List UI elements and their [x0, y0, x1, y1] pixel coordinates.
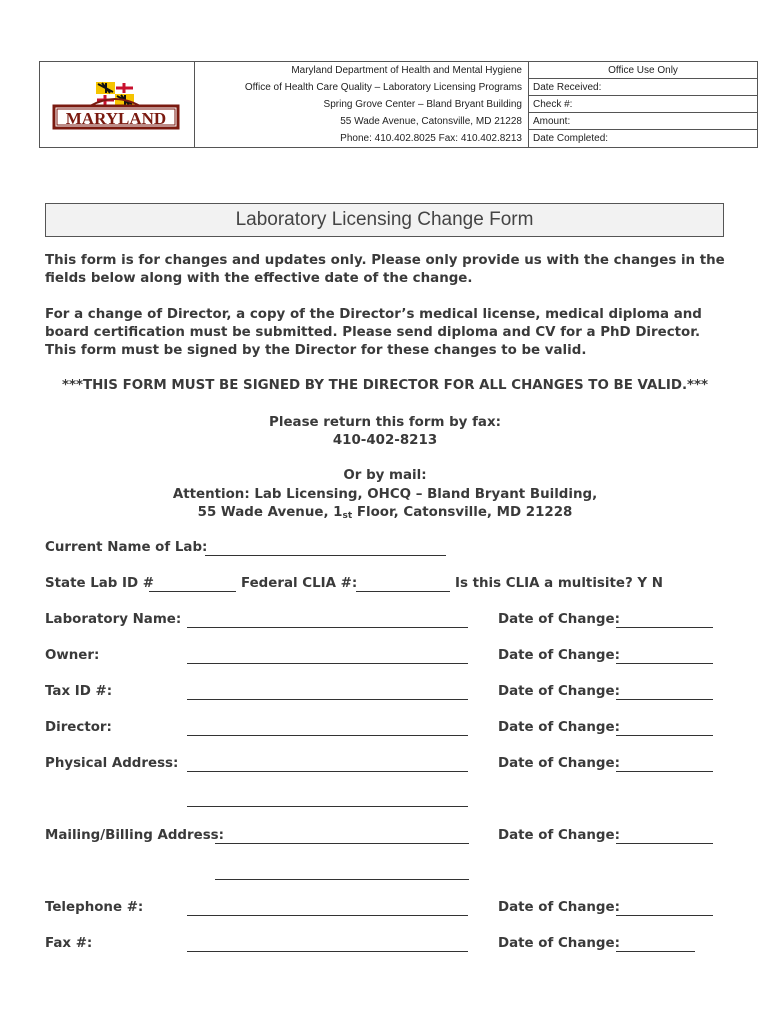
lab-name-field[interactable]	[187, 627, 468, 628]
date-of-change-field[interactable]	[616, 627, 713, 628]
state-lab-id-field[interactable]	[149, 591, 236, 592]
mailing-address-field[interactable]	[215, 843, 469, 844]
return-fax-number: 410-402-8213	[332, 433, 438, 448]
telephone-field[interactable]	[187, 915, 468, 916]
date-of-change-field[interactable]	[616, 951, 695, 952]
date-of-change-field[interactable]	[616, 843, 713, 844]
date-of-change-field[interactable]	[616, 915, 713, 916]
current-lab-name-label: Current Name of Lab:	[45, 540, 208, 555]
return-fax-label: Please return this form by fax:	[269, 415, 501, 430]
current-lab-name-field[interactable]	[205, 555, 446, 556]
fax-label: Fax #:	[45, 936, 93, 951]
date-of-change-label: Date of Change:	[498, 684, 620, 699]
multisite-question: Is this CLIA a multisite? Y N	[455, 576, 663, 591]
date-of-change-label: Date of Change:	[498, 648, 620, 663]
check-number-field: Check #:	[528, 96, 758, 113]
tax-id-field[interactable]	[187, 699, 468, 700]
date-completed-field: Date Completed:	[533, 133, 609, 144]
federal-clia-field[interactable]	[356, 591, 450, 592]
mailing-address-field-line-2[interactable]	[215, 879, 469, 880]
maryland-logo-cell	[40, 62, 195, 147]
letterhead	[39, 61, 758, 148]
address-line: 55 Wade Avenue, Catonsville, MD 21228	[340, 116, 522, 127]
svg-text:MARYLAND: MARYLAND	[65, 109, 167, 128]
date-of-change-label: Date of Change:	[498, 828, 620, 843]
mailing-address-label: Mailing/Billing Address:	[45, 828, 225, 843]
director-label: Director:	[45, 720, 112, 735]
physical-address-field[interactable]	[187, 771, 468, 772]
office-use-title: Office Use Only	[528, 62, 758, 79]
date-of-change-label: Date of Change:	[498, 756, 620, 771]
mail-attention: Attention: Lab Licensing, OHCQ – Bland Bryant Building,	[172, 487, 598, 502]
state-lab-id-label: State Lab ID #	[45, 576, 155, 591]
address-line: Maryland Department of Health and Mental Hygiene	[291, 65, 522, 76]
address-line: Office of Health Care Quality – Laboratory Licensing Programs	[244, 82, 522, 93]
tax-id-label: Tax ID #:	[45, 684, 113, 699]
date-of-change-field[interactable]	[616, 735, 713, 736]
form-title: Laboratory Licensing Change Form	[45, 203, 724, 237]
director-field[interactable]	[187, 735, 468, 736]
date-of-change-label: Date of Change:	[498, 720, 620, 735]
date-of-change-label: Date of Change:	[498, 612, 620, 627]
intro-paragraph-1: This form is for changes and updates only. Please only provide us with the changes in the fields below along with the effective date of the change.	[45, 253, 725, 286]
address-block	[194, 62, 529, 147]
federal-clia-label: Federal CLIA #:	[241, 576, 358, 591]
physical-address-field-line-2[interactable]	[187, 806, 468, 807]
date-received-field: Date Received:	[528, 79, 758, 96]
warning-text: ***THIS FORM MUST BE SIGNED BY THE DIRECTOR FOR ALL CHANGES TO BE VALID.***	[61, 378, 709, 393]
lab-name-label: Laboratory Name:	[45, 612, 182, 627]
date-of-change-label: Date of Change:	[498, 900, 620, 915]
date-of-change-field[interactable]	[616, 663, 713, 664]
maryland-logo	[40, 62, 194, 147]
physical-address-label: Physical Address:	[45, 756, 179, 771]
date-of-change-label: Date of Change:	[498, 936, 620, 951]
mail-address: 55 Wade Avenue, 1st Floor, Catonsville, MD 21228	[197, 505, 573, 521]
intro-paragraph-2: For a change of Director, a copy of the Director’s medical license, medical diploma and board certification must be submitted. Please send diploma and CV for a PhD Director. This form must be signed by the Director for these changes to be valid.	[45, 307, 702, 358]
date-of-change-field[interactable]	[616, 699, 713, 700]
address-line: Spring Grove Center – Bland Bryant Building	[323, 99, 522, 110]
telephone-label: Telephone #:	[45, 900, 144, 915]
amount-field: Amount:	[528, 113, 758, 130]
owner-field[interactable]	[187, 663, 468, 664]
address-line: Phone: 410.402.8025 Fax: 410.402.8213	[340, 133, 522, 144]
fax-field[interactable]	[187, 951, 468, 952]
date-of-change-field[interactable]	[616, 771, 713, 772]
owner-label: Owner:	[45, 648, 100, 663]
mail-label: Or by mail:	[343, 468, 427, 483]
office-use-table	[528, 62, 758, 147]
